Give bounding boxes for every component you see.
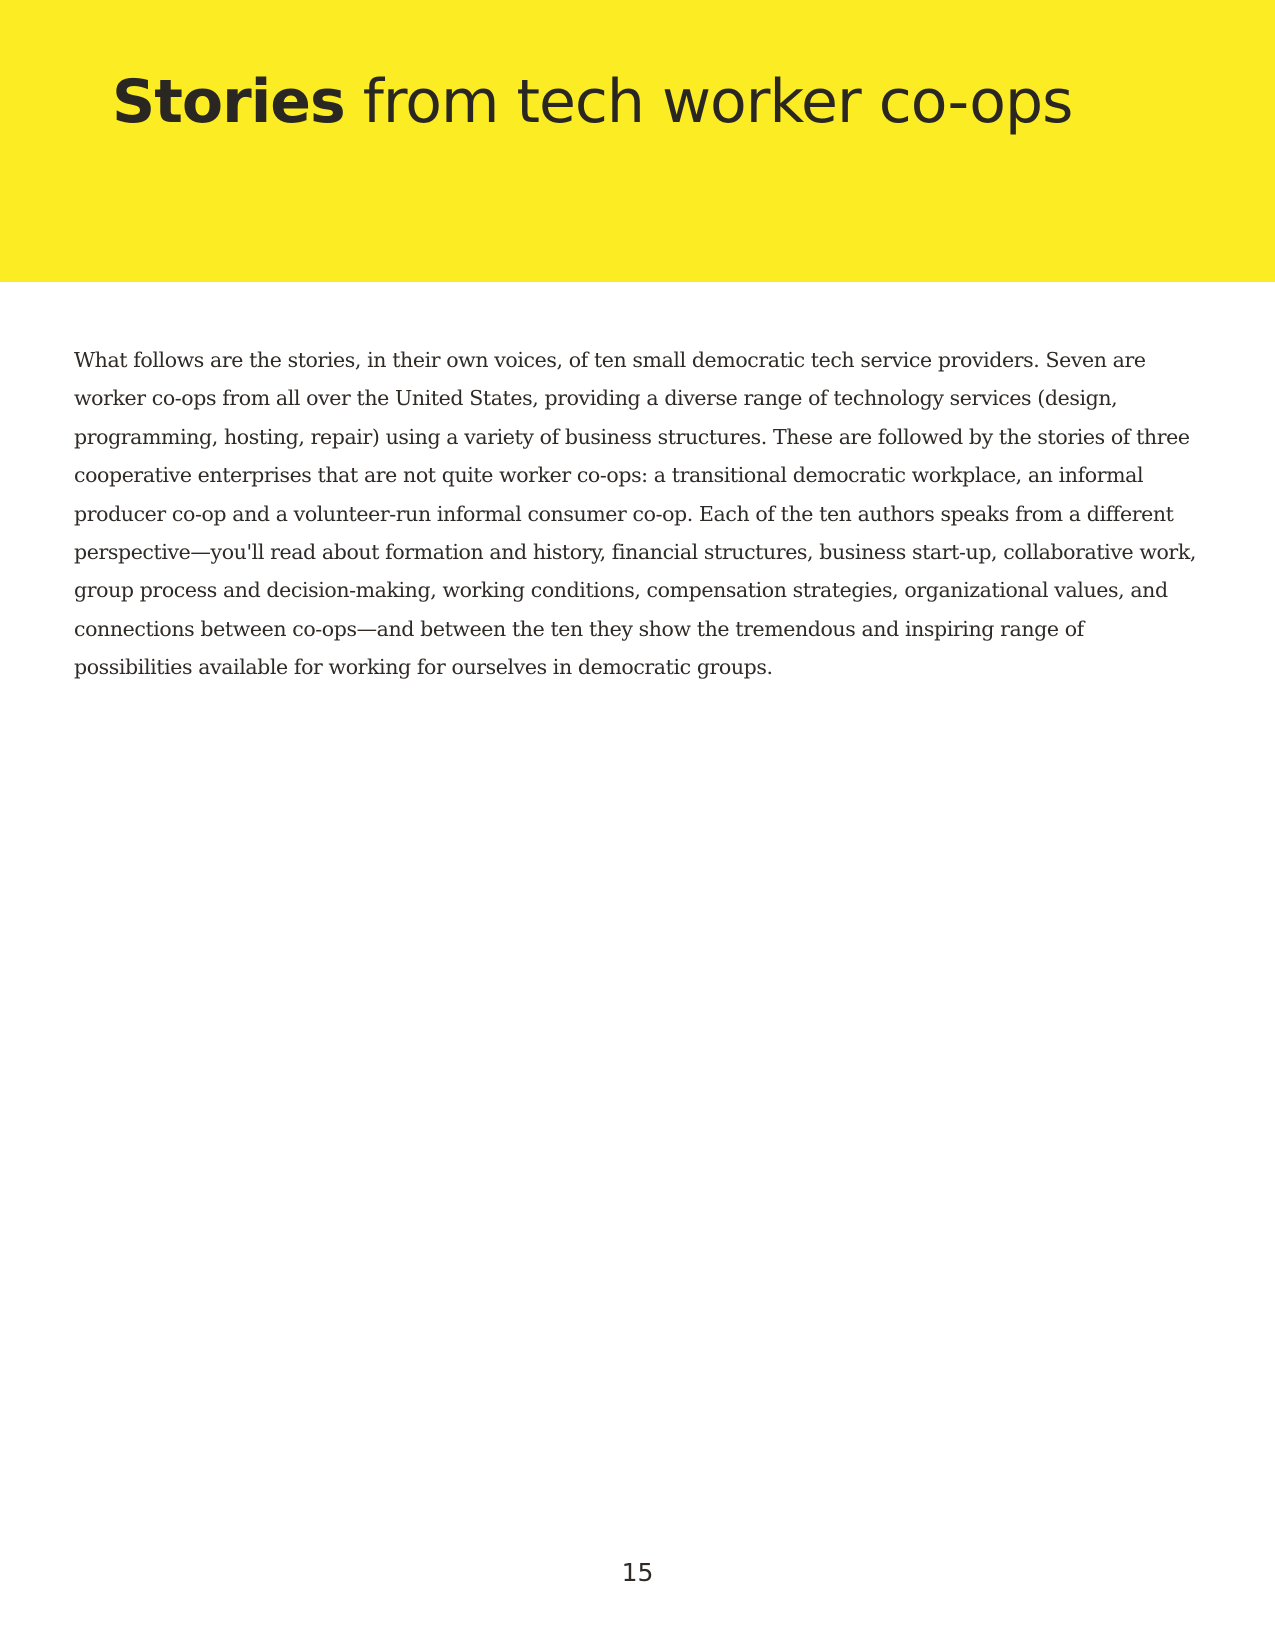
header-band <box>0 0 1275 282</box>
intro-paragraph: What follows are the stories, in their own voices, of ten small democratic tech service providers. Seven are worker co-ops from all over the United States, providing a diverse range of technology services (design, programming, hosting, repair) using a variety of business structures. These are followed by the stories of three cooperative enterprises that are not quite worker co-ops: a transitional democratic workplace, an informal producer co-op and a volunteer-run informal consumer co-op. Each of the ten authors speaks from a different perspective—you'll read about formation and history, financial structures, business start-up, collaborative work, group process and decision-making, working conditions, compensation strategies, organizational values, and connections between co-ops—and between the ten they show the tremendous and inspiring range of possibilities available for working for ourselves in democratic groups. <box>74 348 1196 680</box>
page-title <box>112 62 1072 142</box>
page-title-rest: from tech worker co-ops <box>344 67 1073 137</box>
page-number: 15 <box>621 1558 654 1587</box>
page-title-bold: Stories <box>112 67 345 137</box>
